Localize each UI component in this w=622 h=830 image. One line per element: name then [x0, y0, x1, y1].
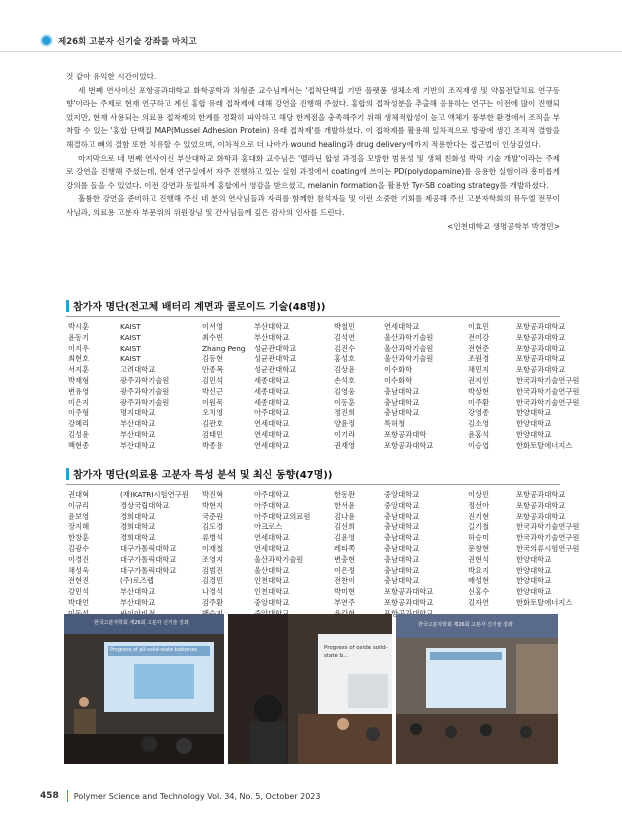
page-footer	[40, 790, 320, 802]
header-title: 제26회 고분자 신기술 강좌를 마치고	[58, 36, 197, 47]
participant-affiliation: 포항공과대학교	[516, 500, 566, 510]
participant-name: 권재영	[334, 440, 356, 450]
participant-name: 이효민	[468, 322, 490, 331]
participant-name: 이규리	[68, 500, 90, 510]
participant-name: 김진수	[334, 343, 356, 353]
participant-affiliation: 포항공과대학교	[384, 597, 434, 607]
participant-name: 안종복	[202, 365, 224, 375]
participant-affiliation: 한양대학교	[516, 587, 552, 597]
participant-name: 채성욱	[68, 565, 90, 575]
participant-name: 진기현	[468, 511, 490, 521]
participant-affiliation: 세종대학교	[254, 397, 290, 407]
participant-affiliation: 아주대학교	[254, 500, 290, 510]
participant-affiliation: 부산대학교	[120, 597, 156, 607]
photo-strip	[64, 614, 558, 764]
participant-affiliation: 포항공과대학교	[516, 343, 566, 353]
participant-affiliation: 경희대학교	[120, 533, 156, 543]
participant-affiliation: 광주과학기술원	[120, 375, 170, 385]
section-marker	[66, 300, 69, 312]
participant-name: 전현준	[468, 343, 490, 353]
participant-affiliation: 특허청	[384, 419, 406, 429]
participant-name: 정선아	[468, 500, 490, 510]
participant-affiliation: 충남대학교	[384, 576, 420, 586]
participant-affiliation: 한국과학기술연구원	[516, 533, 580, 543]
participant-affiliation: 한양대학교	[516, 576, 552, 586]
header-rule	[0, 51, 622, 52]
participant-affiliation: 세종대학교	[254, 375, 290, 385]
participant-name: 길기철	[468, 522, 490, 532]
participant-name: 김나윤	[334, 511, 356, 521]
lecture-photo-1-image	[64, 614, 224, 764]
participant-affiliation: 부산대학교	[120, 440, 156, 450]
section2-title-wrap	[66, 466, 332, 481]
participant-name: 강영종	[468, 408, 490, 418]
participant-name: 백현종	[68, 440, 90, 450]
section1-title: 참가자 명단(전고체 배터리 계면과 콜로이드 기술(48명))	[73, 302, 326, 313]
participant-name: 김범진	[202, 565, 224, 575]
participant-affiliation: 아주대학교	[254, 490, 290, 499]
participant-affiliation: 충남대학교	[384, 397, 420, 407]
participant-affiliation: 한국과학기술연구원	[516, 397, 580, 407]
participant-affiliation: 울산과학기술원	[384, 354, 434, 364]
participant-affiliation: 한화토탈에너지스	[516, 597, 573, 607]
participant-affiliation: 한국과학기술연구원	[516, 375, 580, 385]
participant-name: 양윤정	[334, 419, 356, 429]
participant-name: 한창훈	[68, 533, 90, 543]
participant-affiliation: 아크로스	[254, 522, 283, 532]
participant-name: 최수빈	[202, 332, 224, 342]
participant-name: 이서영	[202, 322, 224, 331]
participant-affiliation: 연세대학교	[254, 533, 290, 543]
participant-name: 이경진	[68, 554, 90, 564]
participant-affiliation: 연세대학교	[254, 543, 290, 553]
participant-name: 박철민	[334, 322, 356, 331]
participant-affiliation: 포항공과대학교	[516, 490, 566, 499]
participant-affiliation: 아주대학교의료원	[254, 511, 311, 521]
participant-name: 김태민	[202, 429, 224, 439]
participant-affiliation: 이수화학	[384, 365, 413, 375]
participant-affiliation: 연세대학교	[384, 322, 420, 331]
participant-affiliation: 충남대학교	[384, 533, 420, 543]
participant-affiliation: 포항공과대학교	[516, 365, 566, 375]
participant-name: 김관호	[202, 419, 224, 429]
participant-affiliation: 한화토탈에너지스	[516, 440, 573, 450]
participant-name: 이상민	[468, 490, 490, 499]
participant-affiliation: 한양대학교	[516, 419, 552, 429]
participant-name: 변충현	[334, 554, 356, 564]
paragraph: 세 번째 연사이신 포항공과대학교 화학공학과 차형준 교수님께서는 '접착단백질 기반 플랫폼 생체소재 기반의 조직재생 및 약물전달치료 연구동향'이라는 주제로 현재 연구하고 계신 홍합 유래 접착제에 대해 강연을 진행해 주셨다. 홍합의 접착성분을 추출해 응용하는 연구는 이전에 많이 진행되었지만, 현재 사용되는 의료용 접착제의 한계를 정확히 파악하고 해당 한계점을 충족해주기 위해 생체적합성이 높고 액체가 풍부한 환경에서 조직을 부착할 수 있는 '홍합 단백질 MAP(Mussel Adhesion Protein) 유래 접착제'를 개발하셨다. 이 접착제를 활용해 일차적으로 방광에 생긴 조직적 결함을 해결하고 뼈의 결함 또한 치유할 수 있었으며, 이차적으로 더 나아가 wound healing과 drug delivery에까지 적용한다는 접근법이 인상깊었다.	[66, 85, 560, 149]
participant-affiliation: KAIST	[120, 354, 141, 364]
participant-name: 박미현	[334, 587, 356, 597]
participant-name: 조원경	[468, 354, 490, 364]
participant-name: 이원목	[202, 397, 224, 407]
participant-name: 박현지	[202, 500, 224, 510]
lecture-photo-2	[228, 614, 392, 764]
participant-affiliation: 연세대학교	[254, 429, 290, 439]
participant-name: 이승엽	[468, 440, 490, 450]
participant-affiliation: 한양대학교	[516, 554, 552, 564]
participant-name: 김자연	[468, 597, 490, 607]
journal-citation: Polymer Science and Technology Vol. 34, No. 5, October 2023	[73, 791, 321, 801]
participant-name: 부연주	[334, 597, 356, 607]
participant-affiliation: 대구가톨릭대학교	[120, 565, 177, 575]
photo-banner: 한국고분자학회 제26회 고분자 신기술 강좌	[418, 622, 513, 628]
participant-affiliation: 연세대학교	[254, 419, 290, 429]
participant-table-1	[68, 322, 580, 452]
participant-name: 김경민	[202, 576, 224, 586]
section1-title-wrap	[66, 298, 325, 313]
participant-name: 김선희	[334, 522, 356, 532]
participant-affiliation: 대구가톨릭대학교	[120, 543, 177, 553]
participant-affiliation: 세종대학교	[254, 386, 290, 396]
participant-affiliation: 포항공과대학교	[516, 332, 566, 342]
bullet-icon	[40, 34, 53, 47]
participant-affiliation: KAIST	[120, 322, 141, 331]
participant-name: 김동현	[202, 354, 224, 364]
participant-name: 권지인	[468, 375, 490, 385]
participant-affiliation: 성균관대학교	[254, 343, 297, 353]
participant-name: 김민석	[202, 375, 224, 385]
participant-name: 박신근	[202, 386, 224, 396]
participant-name: 이주형	[68, 408, 90, 418]
participant-name: 나경석	[202, 587, 224, 597]
participant-name: 김윤영	[334, 533, 356, 543]
participant-affiliation: 광주과학기술원	[120, 397, 170, 407]
participant-affiliation: 울산과학기술원	[384, 343, 434, 353]
participant-name: 박진혁	[202, 490, 224, 499]
participant-affiliation: 한양대학교	[516, 429, 552, 439]
participant-name: 이주환	[468, 397, 490, 407]
participant-affiliation: 한국과학기술연구원	[516, 386, 580, 396]
participant-affiliation: 한양대학교	[516, 408, 552, 418]
participant-name: 김도경	[202, 522, 224, 532]
participant-affiliation: 한양대학교	[516, 565, 552, 575]
participant-affiliation: (재)KATRI시험연구원	[120, 490, 189, 499]
participant-affiliation: 고려대학교	[120, 365, 156, 375]
participant-affiliation: 충남대학교	[384, 408, 420, 418]
participant-name: 채민지	[468, 365, 490, 375]
section-marker	[66, 468, 69, 480]
paragraph: 것 같아 유익한 시간이었다.	[66, 72, 157, 81]
participant-affiliation: 중앙대학교	[254, 597, 290, 607]
participant-affiliation: 울산과학기술원	[384, 332, 434, 342]
participant-affiliation: 충남대학교	[384, 565, 420, 575]
participant-name: 윤보영	[68, 511, 90, 521]
participant-name: 홍성호	[334, 354, 356, 364]
participant-name: 장지혜	[68, 522, 90, 532]
photo-slide-title: Progress of oxide solid-state b...	[324, 645, 388, 659]
participant-affiliation: 한국의류시험연구원	[516, 543, 580, 553]
participant-affiliation: 한국과학기술연구원	[516, 522, 580, 532]
participant-name: 류병석	[202, 533, 224, 543]
participant-name: 레티쪽	[334, 543, 356, 553]
participant-affiliation: 충남대학교	[384, 522, 420, 532]
participant-name: 정진희	[334, 408, 356, 418]
participant-name: 전이강	[468, 332, 490, 342]
participant-affiliation: 경상국립대학교	[120, 500, 170, 510]
participant-affiliation: 부산대학교	[120, 587, 156, 597]
lecture-photo-1	[64, 614, 224, 764]
participant-affiliation: 중앙대학교	[384, 500, 420, 510]
participant-affiliation: 부산대학교	[254, 332, 290, 342]
participant-affiliation: 경희대학교	[120, 511, 156, 521]
participant-name: 박요지	[468, 565, 490, 575]
participant-affiliation: 포항공과대학교	[384, 587, 434, 597]
participant-name: 오치영	[202, 408, 224, 418]
author-signature: <인천대학교 생명공학부 박경민>	[447, 221, 560, 231]
participant-name: 배성현	[468, 576, 490, 586]
participant-affiliation: 부산대학교	[120, 429, 156, 439]
participant-affiliation: 부산대학교	[254, 322, 290, 331]
paragraph: 훌륭한 강연을 준비하고 진행해 주신 네 분의 연사님들과 자리를 함께한 참석자들 및 이런 소중한 기회를 제공해 주신 고분자학회의 뮤두엘 전무이사님과, 의료용 고분자 부문위의 위원장님 및 간사님들께 깊은 감사의 인사를 드린다.	[66, 194, 560, 217]
participant-name: 윤동기	[68, 332, 90, 342]
participant-affiliation: 포항공과대학교	[384, 440, 434, 450]
participant-name: 조영지	[202, 554, 224, 564]
participant-name: 손석호	[334, 375, 356, 385]
section1-rule	[66, 316, 560, 317]
participant-name: 전현진	[68, 576, 90, 586]
participant-name: 이지우	[68, 343, 90, 353]
participant-affiliation: 포항공과대학교	[516, 511, 566, 521]
participant-name: 박상현	[468, 386, 490, 396]
participant-affiliation: 대구가톨릭대학교	[120, 554, 177, 564]
article-body	[66, 70, 560, 233]
participant-name: 강민석	[68, 587, 90, 597]
participant-affiliation: 이수화학	[384, 375, 413, 385]
participant-affiliation: 경희대학교	[120, 522, 156, 532]
participant-name: 박대언	[68, 597, 90, 607]
participant-name: 한서윤	[334, 500, 356, 510]
participant-affiliation: 성균관대학교	[254, 354, 297, 364]
participant-affiliation: 포항공과대학교	[516, 322, 566, 331]
participant-name: 전찬이	[334, 576, 356, 586]
participant-affiliation: 인천대학교	[254, 576, 290, 586]
lecture-photo-2-image	[228, 614, 392, 764]
participant-affiliation: 충남대학교	[384, 386, 420, 396]
participant-name: 김광수	[68, 543, 90, 553]
participant-name: 이기라	[334, 429, 356, 439]
participant-table-2	[68, 490, 580, 620]
participant-affiliation: 울산대학교	[254, 565, 290, 575]
participant-name: 강혜리	[68, 419, 90, 429]
participant-name: 김성윤	[68, 429, 90, 439]
participant-affiliation: 연세대학교	[254, 440, 290, 450]
participant-name: 이동훈	[334, 397, 356, 407]
participant-affiliation: 아주대학교	[254, 408, 290, 418]
paragraph: 마지막으로 네 번째 연사이신 부산대학교 화학과 홍대화 교수님은 '멜라닌 합성 과정을 모방한 범용성 및 생체 친화성 박막 기술 개발'이라는 주제로 강연을 진행해 주셨는데, 현재 연구실에서 자주 진행하고 있는 실험 과정에서 coating에 쓰이는 PD(polydopamine)를 응용한 실험이라 흥미롭게 강의를 들을 수 있었다. 이전 강연과 동일하게 홍합에서 영감을 받으셨고, melanin formation을 활용한 Tyr-SB coating strategy를 개발하셨다.	[66, 153, 560, 190]
lecture-photo-3	[396, 614, 558, 764]
participant-name: 권현석	[468, 554, 490, 564]
participant-affiliation: 충남대학교	[384, 511, 420, 521]
section2-title: 참가자 명단(의료용 고분자 특성 분석 및 최신 동향(47명))	[73, 470, 333, 481]
participant-name: 최현호	[68, 354, 90, 364]
participant-name: 신홍수	[468, 587, 490, 597]
participant-name: 박재형	[68, 375, 90, 385]
participant-name: 김영웅	[334, 386, 356, 396]
participant-affiliation: 포항공과대학	[384, 429, 427, 439]
participant-name: 박시훈	[68, 322, 90, 331]
participant-name: 권대혁	[68, 490, 90, 499]
participant-name: 윤홍석	[468, 429, 490, 439]
participant-name: 박종용	[202, 440, 224, 450]
photo-banner: 한국고분자학회 제26회 고분자 신기술 강좌	[94, 620, 189, 626]
participant-name: 서지훈	[68, 365, 90, 375]
page-number: 458	[40, 791, 59, 801]
participant-affiliation: KAIST	[120, 332, 141, 342]
participant-name: 한동완	[334, 490, 356, 499]
participant-affiliation: 성균관대학교	[254, 365, 297, 375]
participant-name: 이은지	[68, 397, 90, 407]
participant-affiliation: 충남대학교	[384, 543, 420, 553]
participant-name: 김주환	[202, 597, 224, 607]
participant-affiliation: 포항공과대학교	[516, 354, 566, 364]
participant-name: 김상윤	[334, 365, 356, 375]
footer-divider	[67, 790, 68, 802]
participant-affiliation: 인천대학교	[254, 587, 290, 597]
participant-affiliation: 부산대학교	[120, 419, 156, 429]
participant-affiliation: 충남대학교	[384, 554, 420, 564]
participant-name: Zhang Peng	[202, 343, 246, 353]
participant-name: 허승미	[468, 533, 490, 543]
participant-affiliation: 중앙대학교	[384, 490, 420, 499]
participant-affiliation: 명지대학교	[120, 408, 156, 418]
participant-name: 김석연	[334, 332, 356, 342]
participant-affiliation: (주)로즈랩	[120, 576, 154, 586]
participant-affiliation: KAIST	[120, 343, 141, 353]
running-header	[40, 34, 197, 47]
participant-affiliation: 울산과학기술원	[254, 554, 304, 564]
participant-name: 국준원	[202, 511, 224, 521]
section2-rule	[66, 484, 560, 485]
lecture-photo-3-image	[396, 614, 558, 764]
participant-name: 이재철	[202, 543, 224, 553]
photo-slide-title: Progress of all-solid-state batteries	[110, 647, 198, 653]
participant-name: 이은정	[334, 565, 356, 575]
participant-affiliation: 광주과학기술원	[120, 386, 170, 396]
participant-name: 문창현	[468, 543, 490, 553]
participant-name: 변유영	[68, 386, 90, 396]
participant-name: 김소영	[468, 419, 490, 429]
